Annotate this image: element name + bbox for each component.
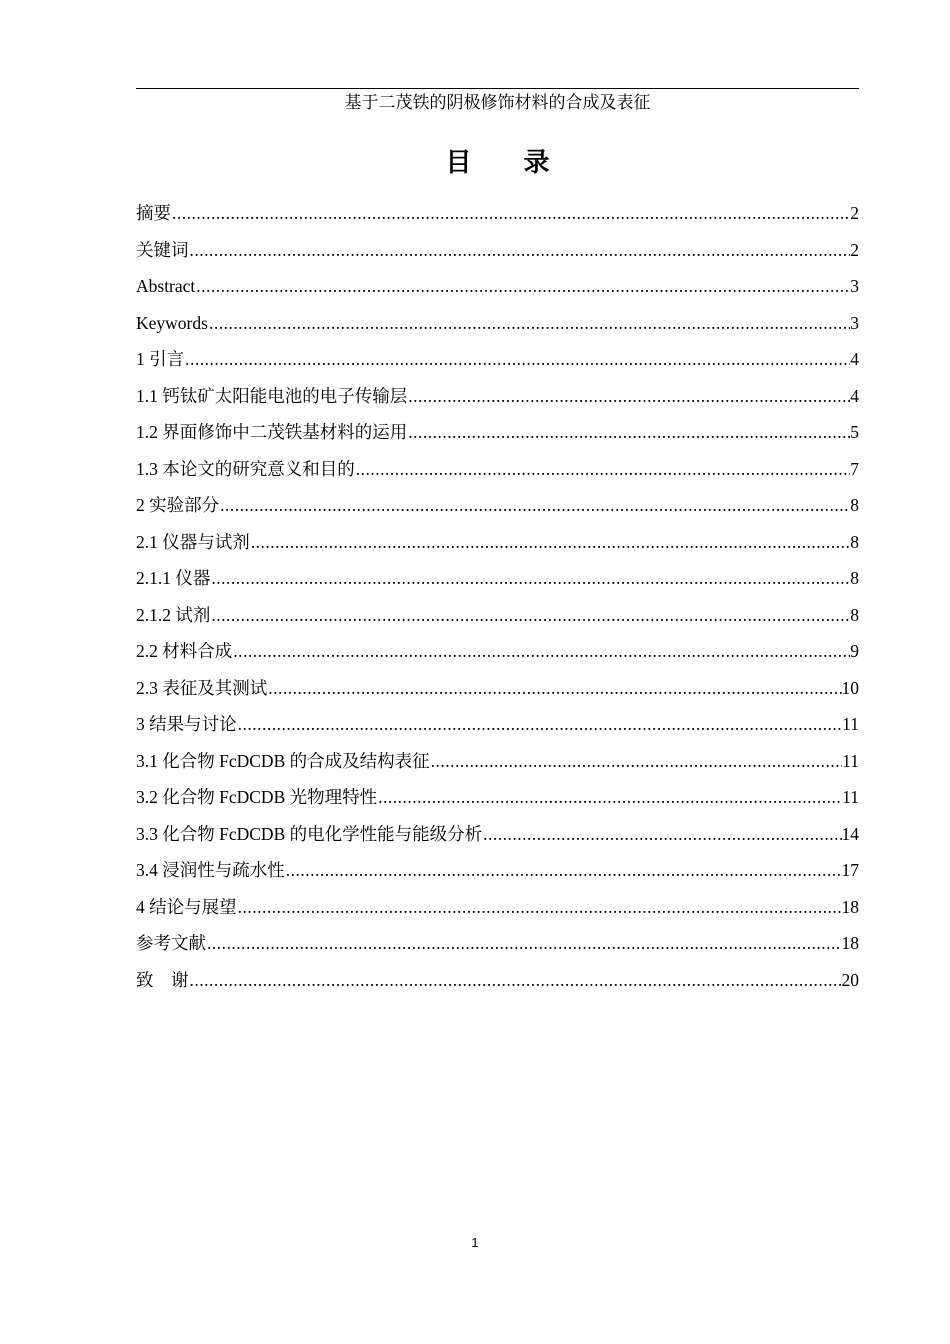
toc-entry-label: 2.3 表征及其测试 (136, 677, 268, 698)
dot-leader (206, 928, 842, 958)
toc-entry-label: 4 结论与展望 (136, 896, 237, 917)
dot-leader (285, 855, 842, 885)
toc-entry-label: Keywords (136, 312, 208, 333)
toc-entry-3-4[interactable] (136, 855, 859, 892)
toc-entry-page: 10 (841, 677, 859, 698)
toc-entry-label: 3.3 化合物 FcDCDB 的电化学性能与能级分析 (136, 823, 483, 844)
toc-entry-page: 8 (850, 568, 859, 588)
toc-entry-page: 14 (841, 823, 859, 844)
toc-entry-label: 3.2 化合物 FcDCDB 光物理特性 (136, 787, 378, 807)
toc-entry-page: 8 (850, 495, 859, 515)
toc-entry-page: 3 (850, 312, 859, 333)
dot-leader (237, 709, 843, 739)
toc-entry-label: 2 实验部分 (136, 495, 220, 515)
toc-entry-page: 18 (841, 933, 859, 953)
toc-entry-page: 11 (842, 750, 859, 771)
toc-entry-abstract-cn[interactable] (136, 198, 859, 235)
toc-entry-2[interactable] (136, 490, 859, 527)
toc-entry-page: 2 (850, 203, 859, 223)
dot-leader (210, 563, 850, 593)
dot-leader (407, 417, 850, 447)
toc-entry-label: 2.1.2 试剂 (136, 604, 211, 625)
toc-entry-4[interactable] (136, 892, 859, 929)
toc-entry-1-3[interactable] (136, 454, 859, 491)
toc-entry-label: 3.4 浸润性与疏水性 (136, 860, 285, 880)
toc-entry-label: 1 引言 (136, 349, 185, 369)
toc-entry-page: 11 (842, 714, 859, 734)
dot-leader (189, 965, 842, 995)
toc-entry-page: 7 (850, 458, 859, 479)
toc-entry-page: 8 (850, 531, 859, 552)
toc-entry-label: 1.3 本论文的研究意义和目的 (136, 458, 355, 479)
toc-entry-1-1[interactable] (136, 381, 859, 418)
dot-leader (482, 819, 841, 849)
page-number: 1 (471, 1235, 479, 1250)
toc-entry-acknowledgements[interactable] (136, 965, 859, 1002)
toc-entry-2-1[interactable] (136, 527, 859, 564)
toc-entry-3-1[interactable] (136, 746, 859, 783)
toc-title-char-1: 目 (445, 148, 472, 178)
toc-entry-keywords-cn[interactable] (136, 235, 859, 272)
toc-entry-page: 17 (841, 860, 859, 880)
dot-leader (195, 271, 850, 301)
toc-entry-2-2[interactable] (136, 636, 859, 673)
toc-entry-page: 5 (850, 422, 859, 442)
dot-leader (219, 490, 850, 520)
toc-entry-label: 3.1 化合物 FcDCDB 的合成及结构表征 (136, 750, 430, 771)
toc-entry-label: 致 谢 (136, 969, 189, 990)
dot-leader (267, 673, 841, 703)
toc-entry-3-3[interactable] (136, 819, 859, 856)
toc-entry-page: 4 (850, 349, 859, 369)
running-header-title: 基于二茂铁的阴极修饰材料的合成及表征 (344, 93, 651, 112)
toc-entry-2-1-1[interactable] (136, 563, 859, 600)
toc-entry-2-3[interactable] (136, 673, 859, 710)
toc-entry-page: 11 (842, 787, 859, 807)
toc-entry-3[interactable] (136, 709, 859, 746)
header-rule (136, 88, 859, 89)
dot-leader (250, 527, 851, 557)
toc-entry-abstract[interactable] (136, 271, 859, 308)
toc-entry-label: 关键词 (136, 239, 189, 260)
toc-entry-page: 9 (850, 641, 859, 661)
dot-leader (171, 198, 850, 228)
toc-entry-label: 参考文献 (136, 933, 206, 953)
dot-leader (232, 636, 850, 666)
dot-leader (355, 454, 851, 484)
toc-entry-page: 3 (850, 276, 859, 296)
dot-leader (184, 344, 850, 374)
toc-entry-2-1-2[interactable] (136, 600, 859, 637)
toc-entry-references[interactable] (136, 928, 859, 965)
toc-entry-keywords[interactable] (136, 308, 859, 345)
toc-entry-page: 2 (850, 239, 859, 260)
toc-entry-1[interactable] (136, 344, 859, 381)
toc-entry-label: 2.2 材料合成 (136, 641, 233, 661)
toc-entry-label: 摘要 (136, 203, 171, 223)
toc-title-char-2: 录 (523, 148, 550, 178)
dot-leader (189, 235, 851, 265)
toc-entry-page: 18 (841, 896, 859, 917)
toc-entry-label: 1.2 界面修饰中二茂铁基材料的运用 (136, 422, 408, 442)
toc-entry-page: 20 (841, 969, 859, 990)
dot-leader (210, 600, 850, 630)
toc-title (136, 146, 859, 180)
dot-leader (407, 381, 850, 411)
dot-leader (237, 892, 842, 922)
toc-entry-page: 8 (850, 604, 859, 625)
toc-entry-label: 2.1.1 仪器 (136, 568, 211, 588)
dot-leader (377, 782, 842, 812)
dot-leader (208, 308, 850, 338)
toc-entry-label: Abstract (136, 276, 196, 296)
toc-entry-page: 4 (850, 385, 859, 406)
toc-entry-label: 1.1 钙钛矿太阳能电池的电子传输层 (136, 385, 408, 406)
toc-entry-label: 3 结果与讨论 (136, 714, 237, 734)
dot-leader (430, 746, 843, 776)
toc-entry-3-2[interactable] (136, 782, 859, 819)
toc-list (136, 198, 859, 1001)
toc-entry-label: 2.1 仪器与试剂 (136, 531, 250, 552)
toc-entry-1-2[interactable] (136, 417, 859, 454)
